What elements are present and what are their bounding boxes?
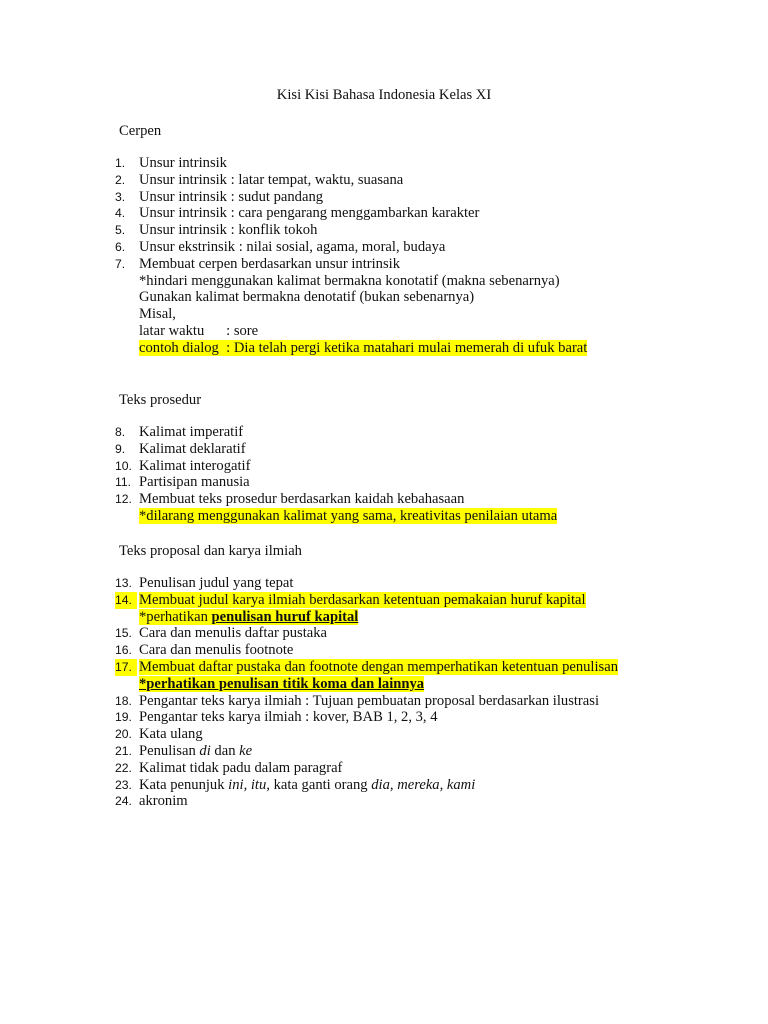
section-heading-proposal: Teks proposal dan karya ilmiah: [119, 543, 302, 559]
cerpen-list: [0, 155, 768, 357]
list-item: 1. Unsur intrinsik: [115, 155, 227, 171]
list-item: 24. akronim: [115, 793, 188, 810]
list-item: 7. Membuat cerpen berdasarkan unsur intrinsik *hindari menggunakan kalimat bermakna konotatif (makna sebenarnya) Gunakan kalimat bermakna denotatif (bukan sebenarnya) Misal, latar waktu : sore contoh dialog : Dia telah pergi ketika matahari mulai memerah di ufuk barat: [0, 256, 768, 357]
cerpen-note: Gunakan kalimat bermakna denotatif (bukan sebenarnya): [139, 289, 475, 306]
list-item: 21. Penulisan di dan ke: [115, 742, 253, 759]
list-item: 11. Partisipan manusia: [115, 474, 250, 491]
list-item: 16. Cara dan menulis footnote: [115, 642, 294, 659]
prosedur-list: [0, 424, 768, 525]
list-item: 4. Unsur intrinsik : cara pengarang menggambarkan karakter: [115, 205, 480, 222]
list-item: 23. Kata penunjuk ini, itu, kata ganti orang dia, mereka, kami: [115, 776, 476, 793]
highlighted-note: *perhatikan penulisan titik koma dan lainnya: [139, 675, 425, 692]
list-item: 10. Kalimat interogatif: [115, 457, 251, 474]
document-title: Kisi Kisi Bahasa Indonesia Kelas XI: [276, 87, 492, 103]
section-heading-cerpen: Cerpen: [119, 123, 162, 139]
list-item: 8. Kalimat imperatif: [115, 424, 244, 440]
list-item: 22. Kalimat tidak padu dalam paragraf: [115, 759, 343, 776]
emphasis-text: penulisan huruf kapital: [211, 608, 359, 625]
list-item: 19. Pengantar teks karya ilmiah : kover, BAB 1, 2, 3, 4: [115, 709, 438, 726]
list-item: 6. Unsur ekstrinsik : nilai sosial, agama, moral, budaya: [115, 238, 446, 255]
list-item: 3. Unsur intrinsik : sudut pandang: [115, 188, 324, 205]
cerpen-note: *hindari menggunakan kalimat bermakna konotatif (makna sebenarnya): [139, 272, 560, 289]
list-item: 17. Membuat daftar pustaka dan footnote dengan memperhatikan ketentuan penulisan *perhatikan penulisan titik koma dan lainnya: [115, 658, 618, 692]
section-heading-prosedur: Teks prosedur: [119, 392, 202, 408]
list-item: 18. Pengantar teks karya ilmiah : Tujuan pembuatan proposal berdasarkan ilustrasi: [115, 692, 600, 709]
list-item: 13. Penulisan judul yang tepat: [115, 575, 294, 591]
list-item: 5. Unsur intrinsik : konflik tokoh: [115, 222, 318, 239]
highlighted-prosedur-note: *dilarang menggunakan kalimat yang sama, kreativitas penilaian utama: [139, 507, 558, 524]
list-item: 20. Kata ulang: [115, 726, 203, 743]
cerpen-note: Misal,: [139, 306, 176, 323]
list-item: 15. Cara dan menulis daftar pustaka: [115, 625, 328, 642]
list-item: 9. Kalimat deklaratif: [115, 440, 246, 457]
list-item: 14. Membuat judul karya ilmiah berdasarkan ketentuan pemakaian huruf kapital *perhatikan penulisan huruf kapital: [115, 591, 586, 625]
highlighted-dialog-example: contoh dialog : Dia telah pergi ketika matahari mulai memerah di ufuk barat: [139, 339, 588, 356]
highlighted-note: *perhatikan penulisan huruf kapital: [139, 608, 359, 625]
proposal-list: [0, 575, 768, 810]
cerpen-note: latar waktu : sore: [139, 322, 259, 339]
list-item: 2. Unsur intrinsik : latar tempat, waktu, suasana: [115, 171, 404, 188]
list-item: 12. Membuat teks prosedur berdasarkan kaidah kebahasaan *dilarang menggunakan kalimat yang sama, kreativitas penilaian utama: [115, 491, 558, 524]
